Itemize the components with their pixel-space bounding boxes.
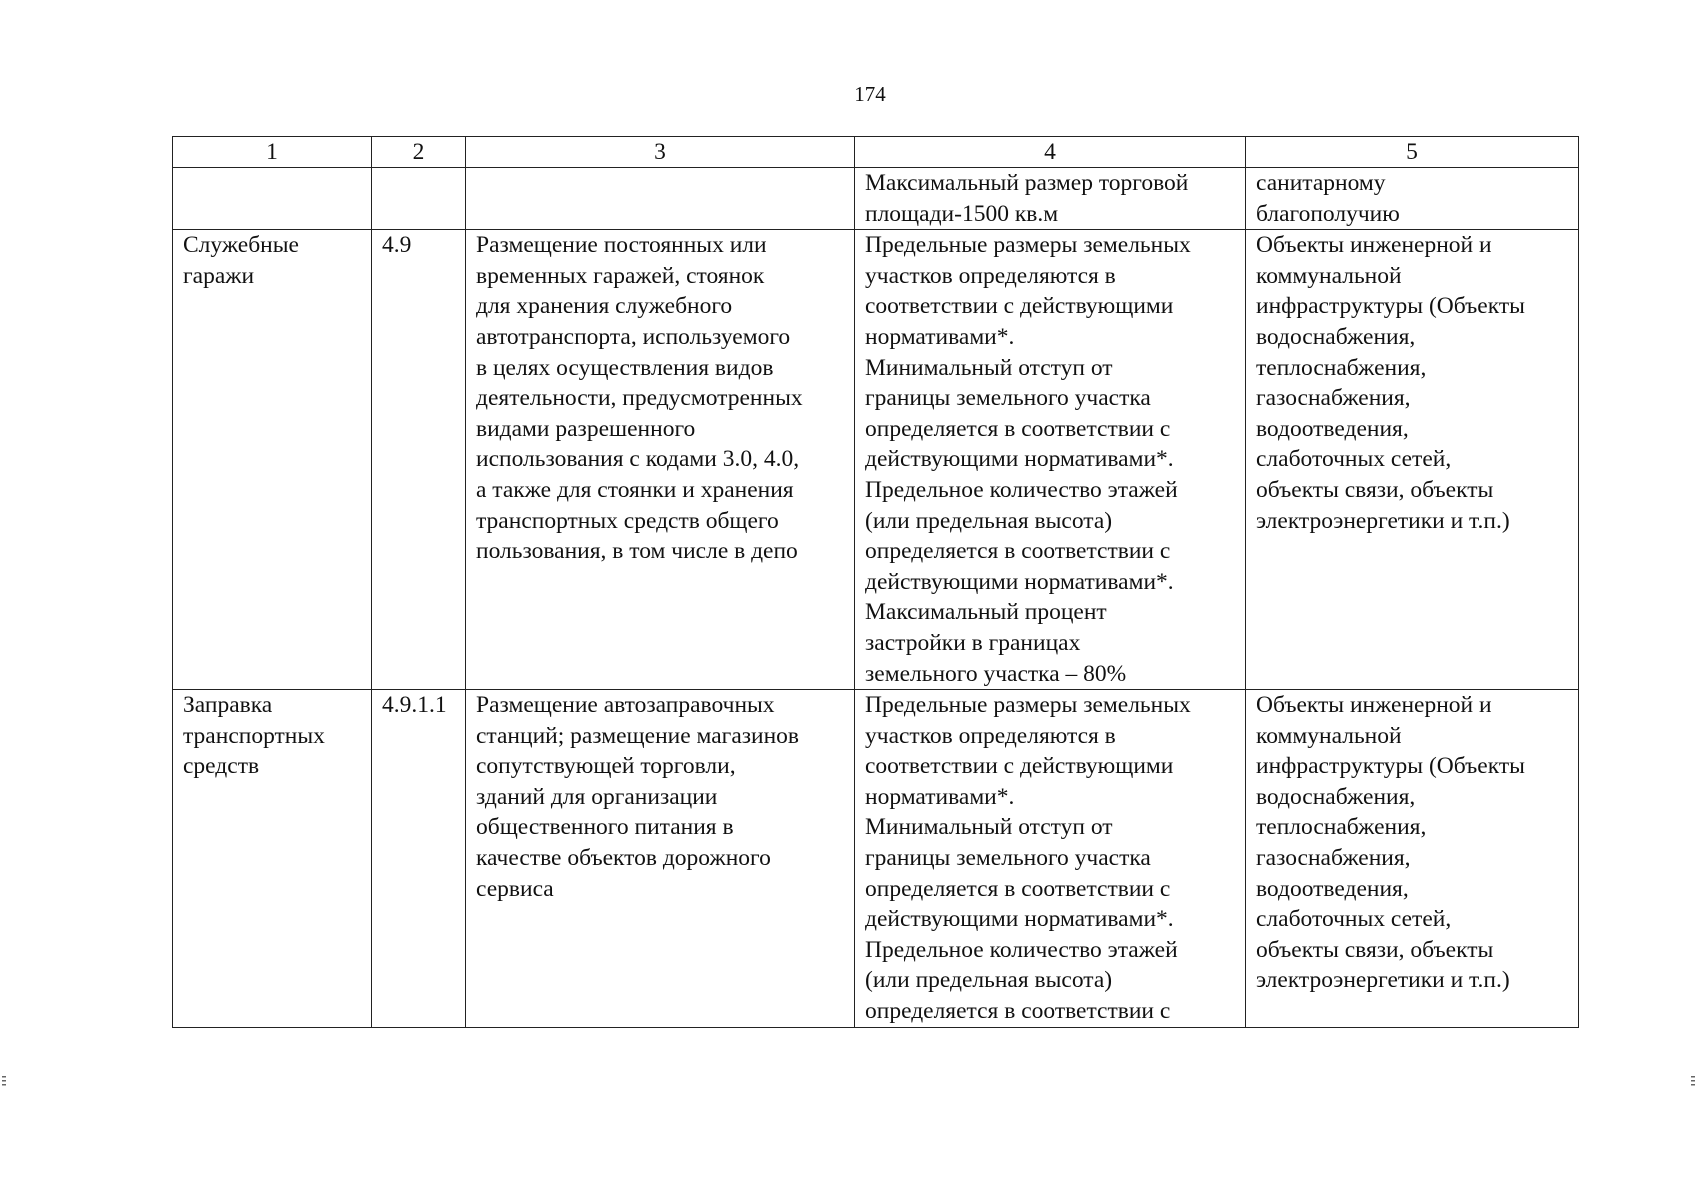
scan-artifact-right bbox=[1691, 1076, 1695, 1088]
cell-parameters-line: соответствии с действующими bbox=[865, 293, 1174, 320]
header-row bbox=[173, 137, 1579, 168]
cell-description-line: Размещение автозаправочных bbox=[476, 692, 775, 719]
cell-parameters-line: границы земельного участка bbox=[865, 845, 1151, 872]
cell-parameters-line: Максимальный размер торговой bbox=[865, 170, 1189, 196]
column-header-5: 5 bbox=[1246, 137, 1579, 168]
cell-name bbox=[173, 230, 372, 690]
cell-parameters-line: (или предельная высота) bbox=[865, 507, 1113, 534]
cell-description-line: пользования, в том числе в депо bbox=[476, 538, 798, 565]
cell-description-line: зданий для организации bbox=[476, 783, 718, 810]
cell-name-line: Заправка bbox=[183, 692, 273, 719]
cell-name-line: гаражи bbox=[183, 262, 255, 289]
cell-parameters-line: участков определяются в bbox=[865, 262, 1116, 289]
cell-auxiliary-line: благополучию bbox=[1256, 200, 1400, 227]
cell-auxiliary-line: инфраструктуры (Объекты bbox=[1256, 753, 1525, 780]
cell-auxiliary-line: коммунальной bbox=[1256, 262, 1402, 289]
cell-auxiliary-line: водоотведения, bbox=[1256, 875, 1409, 902]
cell-parameters-line: Минимальный отступ от bbox=[865, 814, 1113, 841]
column-header-2: 2 bbox=[372, 137, 466, 168]
cell-name bbox=[173, 690, 372, 1028]
scan-artifact-left bbox=[2, 1076, 6, 1088]
cell-parameters-line: Максимальный процент bbox=[865, 599, 1107, 626]
cell-parameters-line: площади-1500 кв.м bbox=[865, 200, 1059, 227]
cell-auxiliary bbox=[1246, 230, 1579, 690]
cell-description-line: видами разрешенного bbox=[476, 415, 696, 442]
cell-description-line: станций; размещение магазинов bbox=[476, 722, 800, 749]
cell-parameters bbox=[855, 690, 1246, 1028]
cell-description-line: а также для стоянки и хранения bbox=[476, 476, 794, 503]
cell-parameters-line: Предельные размеры земельных bbox=[865, 692, 1191, 719]
column-header-1: 1 bbox=[173, 137, 372, 168]
cell-auxiliary bbox=[1246, 690, 1579, 1028]
cell-auxiliary-line: Объекты инженерной и bbox=[1256, 692, 1492, 719]
cell-parameters-line: участков определяются в bbox=[865, 722, 1116, 749]
cell-parameters-line: соответствии с действующими bbox=[865, 753, 1174, 780]
cell-auxiliary-line: санитарному bbox=[1256, 170, 1386, 196]
cell-auxiliary-line: водоотведения, bbox=[1256, 415, 1409, 442]
table-body bbox=[173, 168, 1579, 1028]
cell-auxiliary-line: слаботочных сетей, bbox=[1256, 446, 1452, 473]
cell-parameters-line: Предельное количество этажей bbox=[865, 476, 1178, 503]
cell-parameters-line: действующими нормативами*. bbox=[865, 568, 1174, 595]
cell-name bbox=[173, 168, 372, 230]
cell-description bbox=[466, 230, 855, 690]
cell-description-line: сопутствующей торговли, bbox=[476, 753, 736, 780]
cell-auxiliary-line: коммунальной bbox=[1256, 722, 1402, 749]
cell-parameters-line: действующими нормативами*. bbox=[865, 906, 1174, 933]
cell-description-line: транспортных средств общего bbox=[476, 507, 779, 534]
cell-parameters-line: определяется в соответствии с bbox=[865, 538, 1171, 565]
cell-description-line: общественного питания в bbox=[476, 814, 734, 841]
cell-description-line: сервиса bbox=[476, 875, 554, 902]
cell-parameters-line: Предельное количество этажей bbox=[865, 936, 1178, 963]
cell-name-line: транспортных bbox=[183, 722, 325, 749]
cell-parameters bbox=[855, 230, 1246, 690]
cell-auxiliary-line: Объекты инженерной и bbox=[1256, 232, 1492, 259]
cell-parameters-line: нормативами*. bbox=[865, 323, 1015, 350]
cell-description-line: в целях осуществления видов bbox=[476, 354, 774, 381]
cell-description bbox=[466, 168, 855, 230]
cell-description-line: автотранспорта, используемого bbox=[476, 323, 791, 350]
cell-auxiliary-line: газоснабжения, bbox=[1256, 845, 1411, 872]
cell-parameters-line: определяется в соответствии с bbox=[865, 875, 1171, 902]
cell-auxiliary-line: электроэнергетики и т.п.) bbox=[1256, 507, 1510, 534]
table-row bbox=[173, 168, 1579, 230]
cell-name-line: средств bbox=[183, 753, 260, 780]
cell-name-line: Служебные bbox=[183, 232, 299, 259]
cell-auxiliary-line: электроэнергетики и т.п.) bbox=[1256, 967, 1510, 994]
cell-description-line: качестве объектов дорожного bbox=[476, 845, 771, 872]
cell-auxiliary-line: теплоснабжения, bbox=[1256, 814, 1427, 841]
cell-parameters-line: определяется в соответствии с bbox=[865, 998, 1171, 1025]
cell-description-line: использования с кодами 3.0, 4.0, bbox=[476, 446, 800, 473]
table-row bbox=[173, 230, 1579, 690]
cell-auxiliary-line: водоснабжения, bbox=[1256, 783, 1416, 810]
cell-parameters-line: Предельные размеры земельных bbox=[865, 232, 1191, 259]
cell-description-line: временных гаражей, стоянок bbox=[476, 262, 765, 289]
land-use-table bbox=[172, 136, 1579, 1028]
cell-auxiliary-line: газоснабжения, bbox=[1256, 385, 1411, 412]
cell-parameters-line: действующими нормативами*. bbox=[865, 446, 1174, 473]
cell-parameters-line: застройки в границах bbox=[865, 629, 1081, 656]
cell-parameters-line: нормативами*. bbox=[865, 783, 1015, 810]
cell-parameters-line: Минимальный отступ от bbox=[865, 354, 1113, 381]
cell-parameters-line: земельного участка – 80% bbox=[865, 660, 1127, 687]
cell-auxiliary bbox=[1246, 168, 1579, 230]
cell-code: 4.9 bbox=[372, 230, 466, 690]
cell-description-line: Размещение постоянных или bbox=[476, 232, 767, 259]
column-header-4: 4 bbox=[855, 137, 1246, 168]
cell-code: 4.9.1.1 bbox=[372, 690, 466, 1028]
cell-auxiliary-line: объекты связи, объекты bbox=[1256, 936, 1494, 963]
column-header-3: 3 bbox=[466, 137, 855, 168]
cell-description-line: деятельности, предусмотренных bbox=[476, 385, 803, 412]
cell-parameters-line: определяется в соответствии с bbox=[865, 415, 1171, 442]
cell-auxiliary-line: слаботочных сетей, bbox=[1256, 906, 1452, 933]
cell-auxiliary-line: инфраструктуры (Объекты bbox=[1256, 293, 1525, 320]
cell-parameters-line: границы земельного участка bbox=[865, 385, 1151, 412]
cell-description-line: для хранения служебного bbox=[476, 293, 733, 320]
cell-auxiliary-line: водоснабжения, bbox=[1256, 323, 1416, 350]
page-number: 174 bbox=[854, 82, 886, 106]
cell-parameters-line: (или предельная высота) bbox=[865, 967, 1113, 994]
cell-auxiliary-line: объекты связи, объекты bbox=[1256, 476, 1494, 503]
cell-parameters bbox=[855, 168, 1246, 230]
cell-description bbox=[466, 690, 855, 1028]
cell-auxiliary-line: теплоснабжения, bbox=[1256, 354, 1427, 381]
table-row bbox=[173, 690, 1579, 1028]
cell-code bbox=[372, 168, 466, 230]
